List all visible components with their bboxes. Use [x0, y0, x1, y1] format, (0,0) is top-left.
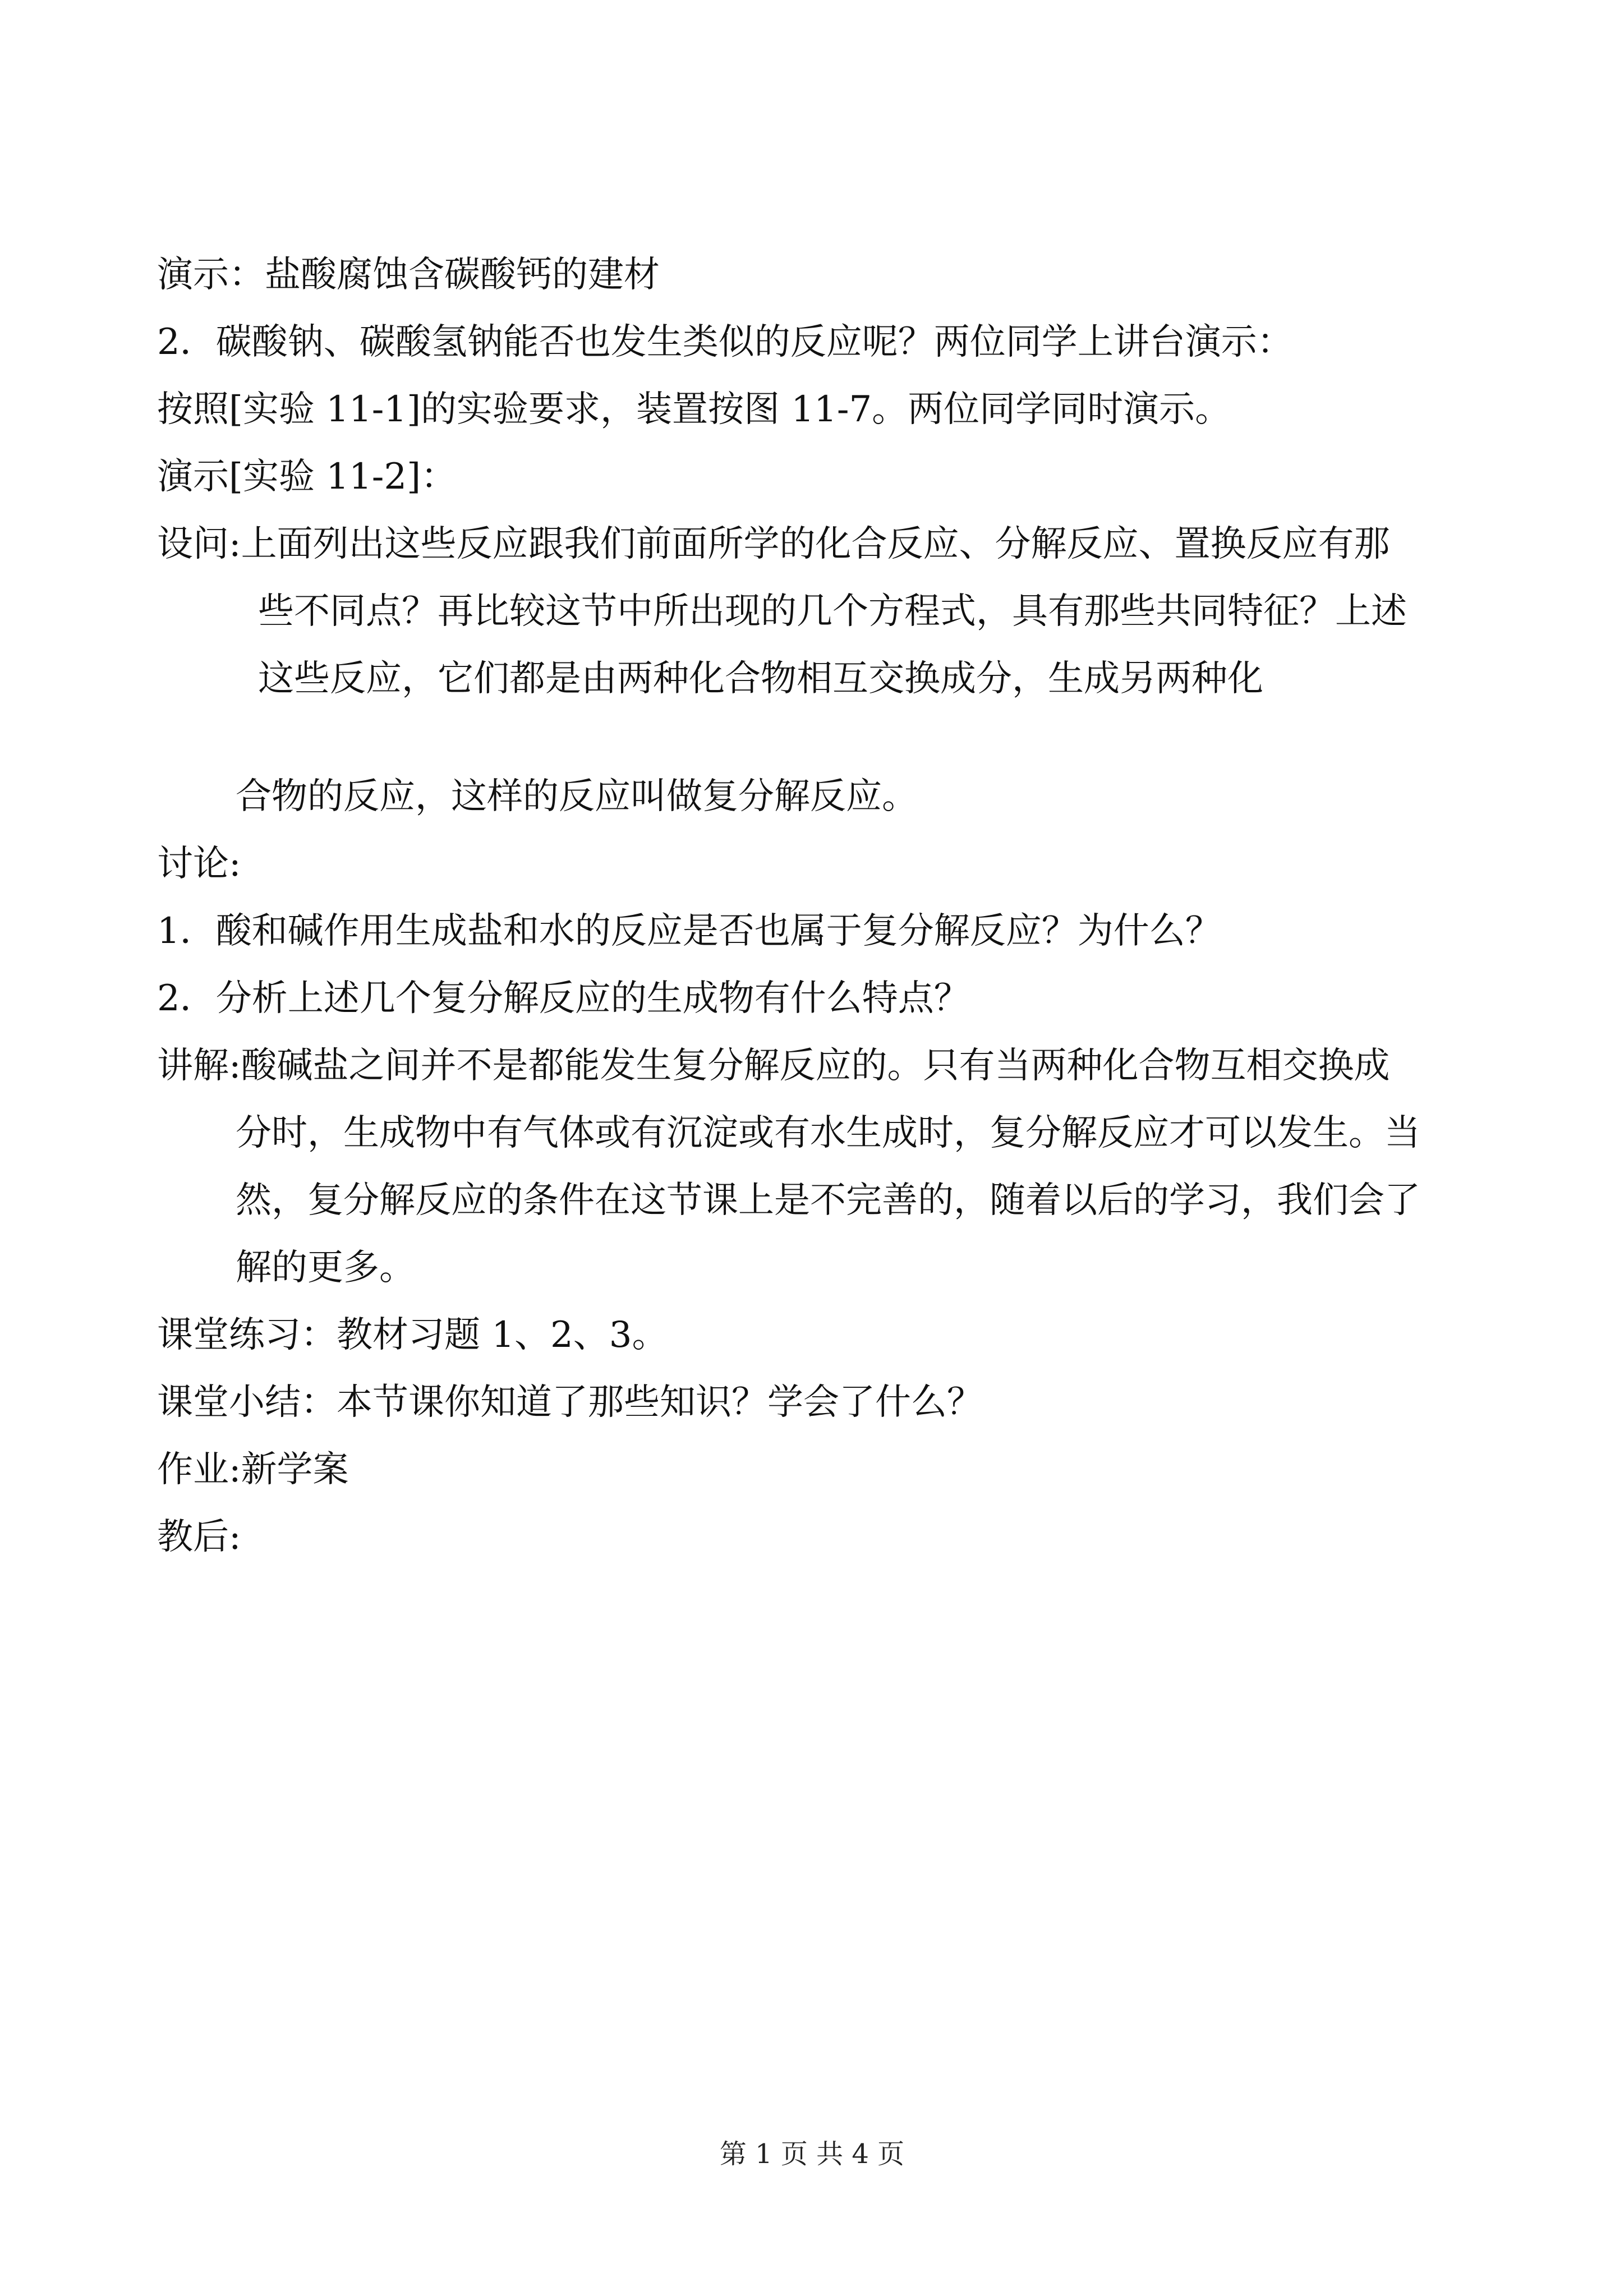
question-text-1: 上面列出这些反应跟我们前面所学的化合反应、分解反应、置换反应有那: [241, 523, 1390, 565]
classroom-practice: 课堂练习：教材习题 1、2、3。: [157, 1314, 668, 1356]
explanation-text-4: 解的更多。: [236, 1247, 415, 1289]
demo-line-4: 演示[实验 11-2]：: [157, 456, 457, 498]
question-block: [157, 510, 1487, 712]
question-text-3: 这些反应，它们都是由两种化合物相互交换成分，生成另两种化: [258, 658, 1263, 700]
classroom-summary: 课堂小结：本节课你知道了那些知识？学会了什么？: [157, 1382, 983, 1423]
teaching-reflection: 教后:: [157, 1516, 241, 1558]
section-gap: [157, 712, 1487, 763]
discussion-item-2: 2．分析上述几个复分解反应的生成物有什么特点？: [157, 978, 970, 1019]
explanation-label: 讲解:: [157, 1045, 241, 1087]
explanation-block: [157, 1032, 1487, 1301]
question-continuation: 合物的反应，这样的反应叫做复分解反应。: [236, 776, 918, 817]
document-body: [157, 241, 1487, 1571]
demo-line-1: 演示：盐酸腐蚀含碳酸钙的建材: [157, 254, 660, 296]
homework: 作业:新学案: [157, 1449, 349, 1490]
explanation-row-1: [157, 1032, 1487, 1099]
question-text-2: 些不同点？再比较这节中所出现的几个方程式，具有那些共同特征？上述: [258, 591, 1407, 632]
question-row-1: [157, 510, 1487, 578]
discussion-item-1: 1．酸和碱作用生成盐和水的反应是否也属于复分解反应？为什么？: [157, 910, 1221, 952]
experiment-line-3: 按照[实验 11-1]的实验要求，装置按图 11-7。两位同学同时演示。: [157, 389, 1231, 430]
question-label: 设问:: [157, 523, 241, 565]
page-footer: 第 1 页 共 4 页: [719, 2138, 905, 2170]
question-line-2: 2．碳酸钠、碳酸氢钠能否也发生类似的反应呢？两位同学上讲台演示：: [157, 321, 1293, 363]
explanation-text-3: 然，复分解反应的条件在这节课上是不完善的，随着以后的学习，我们会了: [236, 1180, 1420, 1221]
discussion-heading: 讨论:: [157, 843, 241, 885]
explanation-text-1: 酸碱盐之间并不是都能发生复分解反应的。只有当两种化合物互相交换成: [241, 1045, 1390, 1087]
explanation-text-2: 分时，生成物中有气体或有沉淀或有水生成时，复分解反应才可以发生。当: [236, 1112, 1420, 1154]
